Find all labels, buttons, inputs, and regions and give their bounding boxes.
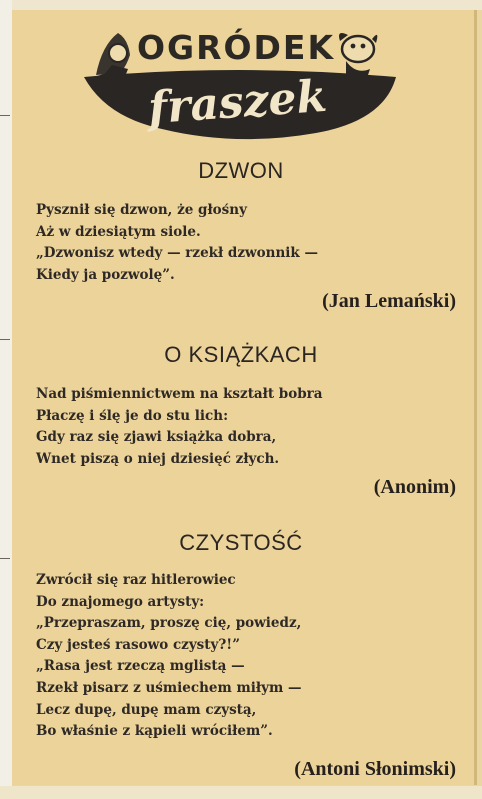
verse-line: „Dzwonisz wtedy — rzekł dzwonnik —	[36, 245, 318, 262]
verse-line: „Przepraszam, proszę cię, powiedz,	[36, 615, 302, 632]
masthead-script-word: fraszek	[146, 70, 329, 135]
margin-tick	[0, 558, 10, 559]
poem-verse	[36, 384, 456, 470]
margin-tick	[0, 339, 10, 340]
verse-line: Gdy raz się zjawi książka dobra,	[36, 429, 277, 446]
scan-top-edge	[0, 0, 482, 10]
gnome-left-icon	[92, 33, 130, 79]
verse-line: Zwrócił się raz hitlerowiec	[36, 572, 236, 588]
masthead-art	[66, 25, 406, 145]
verse-line: Aż w dziesiątym siole.	[36, 223, 201, 240]
poem-author: (Antoni Słonimski)	[294, 758, 456, 780]
verse-line: Bo właśnie z kąpieli wróciłem”.	[36, 723, 273, 740]
verse-line: Lecz dupę, dupę mam czystą,	[36, 701, 257, 718]
verse-line: Pysznił się dzwon, że głośny	[36, 202, 247, 218]
poem-title: O KSIĄŻKACH	[164, 342, 318, 367]
verse-line: Rzekł pisarz z uśmiechem miłym —	[36, 679, 302, 696]
scan-left-margin	[0, 0, 12, 799]
poem-title: DZWON	[198, 158, 284, 183]
verse-line: Płaczę i ślę je do stu lich:	[36, 407, 229, 424]
verse-line: Wnet piszą o niej dziesięć złych.	[36, 450, 280, 467]
poem-verse	[36, 570, 456, 743]
verse-line: „Rasa jest rzeczą mglistą —	[36, 658, 245, 675]
poem-author: (Anonim)	[373, 476, 456, 498]
poem-verse	[36, 200, 456, 286]
poem-title: CZYSTOŚĆ	[179, 530, 303, 555]
margin-tick	[0, 115, 10, 116]
masthead-logo	[66, 25, 406, 145]
verse-line: Do znajomego artysty:	[36, 593, 205, 610]
poem-author: (Jan Lemański)	[322, 290, 456, 312]
masthead-top-word: OGRÓDEK	[136, 28, 336, 67]
verse-line: Kiedy ja pozwolę”.	[36, 266, 175, 283]
scan-bottom-edge	[0, 786, 482, 799]
verse-line: Nad piśmiennictwem na kształt bobra	[36, 386, 323, 402]
verse-line: Czy jesteś rasowo czysty?!”	[36, 636, 240, 653]
